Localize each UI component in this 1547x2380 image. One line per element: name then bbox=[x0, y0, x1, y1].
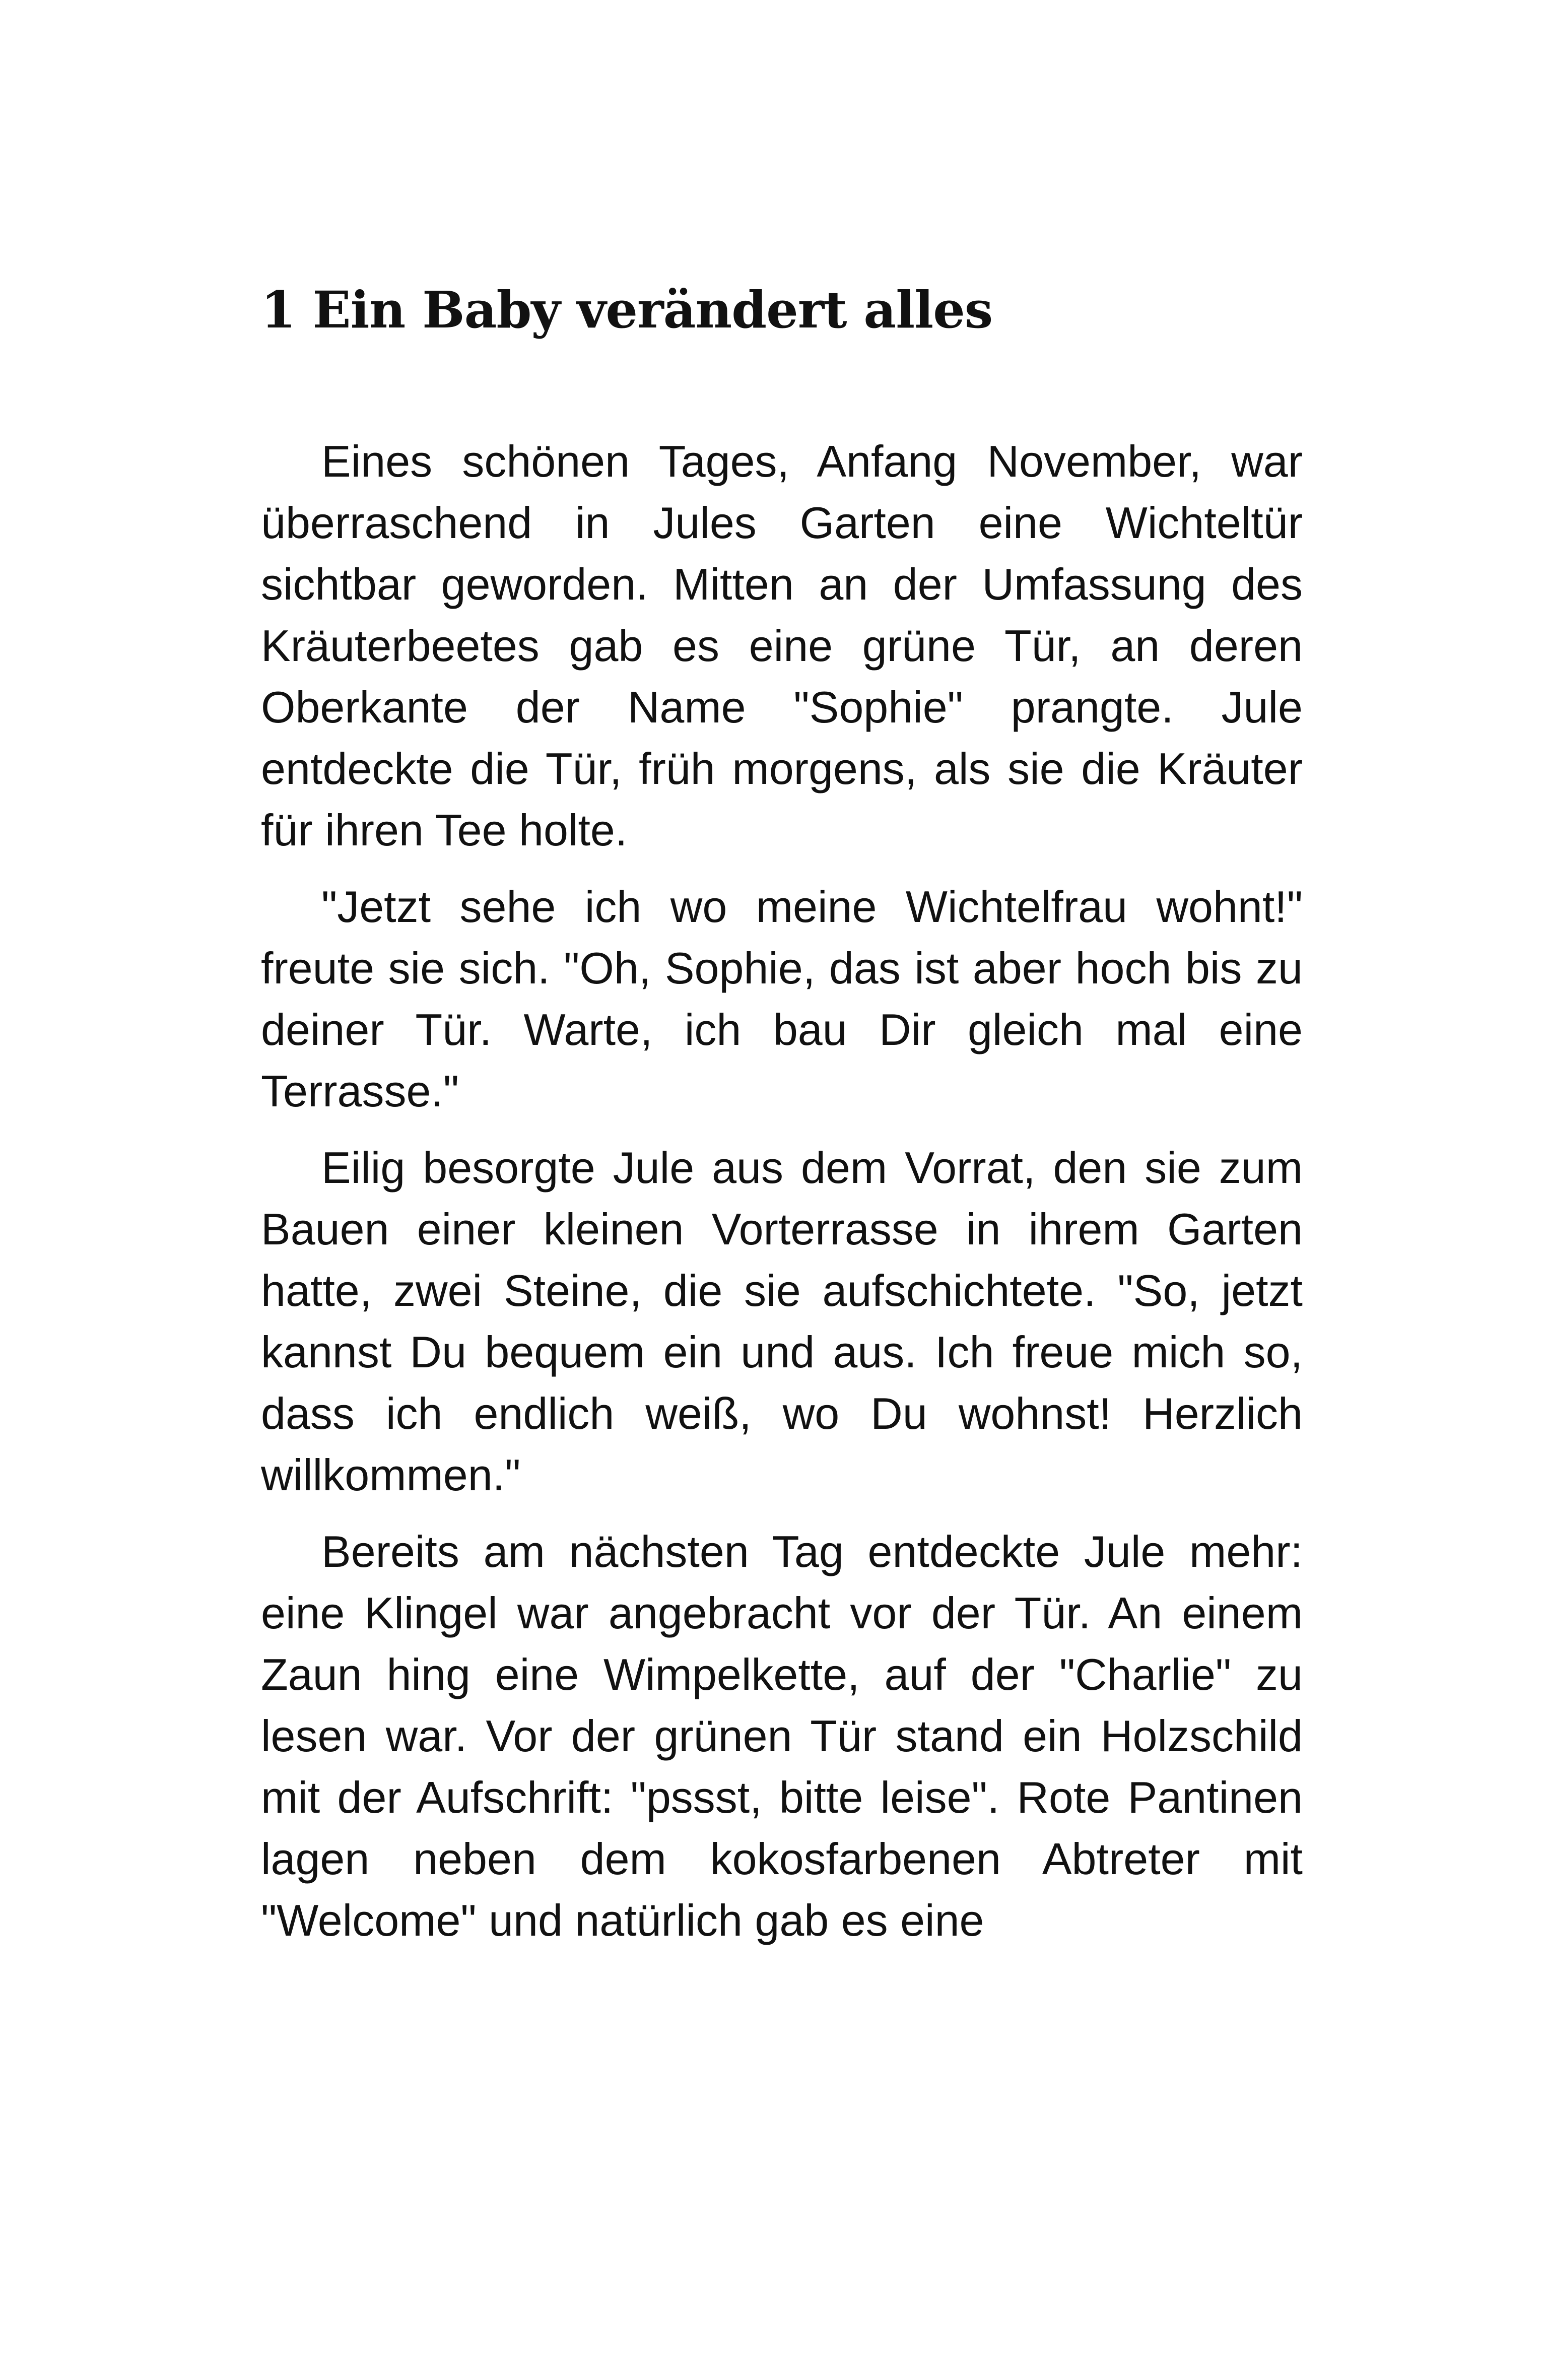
paragraph-2: "Jetzt sehe ich wo meine Wichtelfrau wohnt!" freute sie sich. "Oh, Sophie, das ist aber hoch bis zu deiner Tür. Warte, ich bau Dir gleich mal eine Terrasse." bbox=[261, 882, 1303, 1116]
chapter-body bbox=[261, 431, 1303, 1966]
paragraph-4: Bereits am nächsten Tag entdeckte Jule mehr: eine Klingel war angebracht vor der Tür. An einem Zaun hing eine Wimpelkette, auf der "Charlie" zu lesen war. Vor der grünen Tür stand ein Holzschild mit der Aufschrift: "pssst, bitte leise". Rote Pantinen lagen neben dem kokosfarbenen Abtreter mit "Welcome" und natürlich gab es eine bbox=[261, 1527, 1303, 1945]
paragraph-1: Eines schönen Tages, Anfang November, war überraschend in Jules Garten eine Wichteltür sichtbar geworden. Mitten an der Umfassung des Kräuterbeetes gab es eine grüne Tür, an deren Oberkante der Name "Sophie" prangte. Jule entdeckte die Tür, früh morgens, als sie die Kräuter für ihren Tee holte. bbox=[261, 436, 1303, 855]
paragraph-3: Eilig besorgte Jule aus dem Vorrat, den sie zum Bauen einer kleinen Vorterrasse in ihrem Garten hatte, zwei Steine, die sie aufschichtete. "So, jetzt kannst Du bequem ein und aus. Ich freue mich so, dass ich endlich weiß, wo Du wohnst! Herzlich willkommen." bbox=[261, 1143, 1303, 1500]
chapter-title: 1 Ein Baby verändert alles bbox=[261, 280, 993, 340]
